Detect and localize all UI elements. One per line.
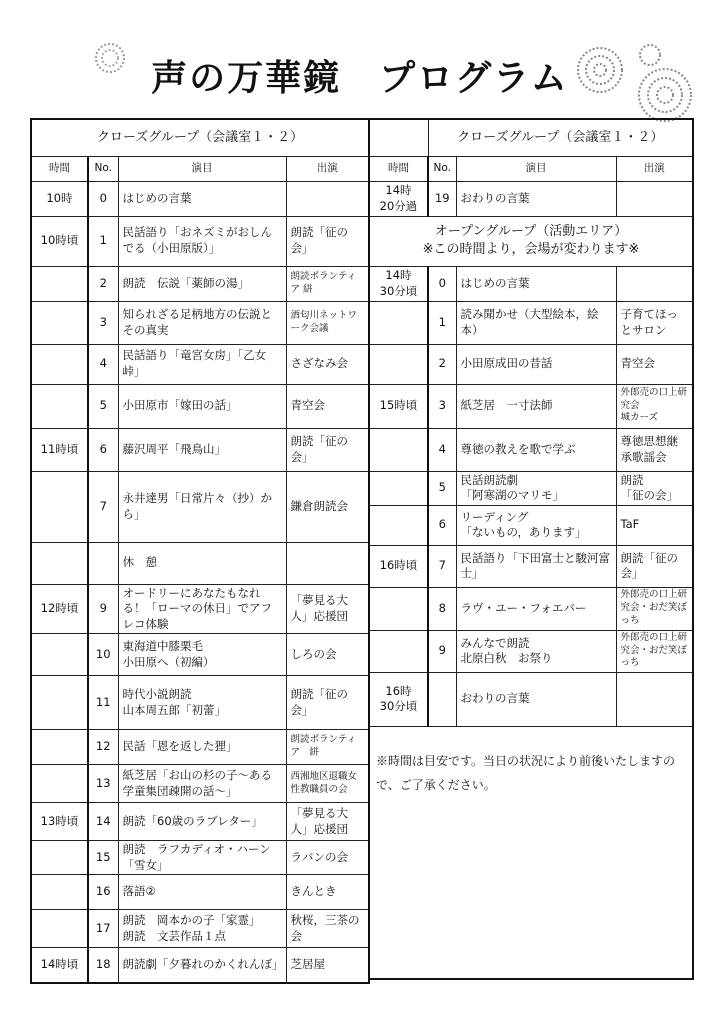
performer-cell: 外郎売の口上研究会・おだ笑ぼっち [616, 630, 693, 672]
time-cell [31, 875, 88, 910]
time-cell [31, 471, 88, 542]
performer-cell: しろの会 [286, 634, 369, 676]
time-cell: 10時頃 [31, 216, 88, 266]
no-cell: 0 [88, 181, 118, 216]
table-row [31, 910, 369, 948]
no-cell: 15 [88, 841, 118, 875]
time-cell: 16時 30分頃 [369, 672, 428, 726]
time-cell [31, 384, 88, 428]
group-title: クローズグループ（会議室１・２） [31, 119, 369, 156]
table-row [31, 730, 369, 765]
no-cell: 2 [88, 266, 118, 301]
group-title: クローズグループ（会議室１・２） [428, 119, 693, 156]
no-cell: 1 [428, 301, 456, 344]
program-cell: はじめの言葉 [456, 266, 616, 301]
table-row [31, 542, 369, 584]
time-cell [31, 841, 88, 875]
time-cell [369, 428, 428, 471]
program-cell: はじめの言葉 [118, 181, 286, 216]
table-row [31, 841, 369, 875]
program-cell: 朗読 ラフカディオ・ハーン「雪女」 [118, 841, 286, 875]
group-header-row [31, 119, 369, 156]
performer-cell: 「夢見る大人」応援団 [286, 803, 369, 841]
time-cell [31, 344, 88, 384]
no-cell: 14 [88, 803, 118, 841]
no-cell: 9 [428, 630, 456, 672]
no-cell: 6 [88, 428, 118, 471]
program-cell: 朗読「60歳のラブレター」 [118, 803, 286, 841]
table-row [31, 875, 369, 910]
performer-cell: 朗読「征の会」 [286, 676, 369, 730]
program-cell: 尊徳の教えを歌で学ぶ [456, 428, 616, 471]
table-row [369, 630, 693, 672]
program-cell: 小田原成田の昔話 [456, 344, 616, 384]
no-cell: 7 [428, 545, 456, 587]
performer-cell: 鎌倉朗読会 [286, 471, 369, 542]
table-row [369, 587, 693, 630]
program-cell: 朗読 伝説「薬師の湯」 [118, 266, 286, 301]
no-cell: 4 [88, 344, 118, 384]
table-row [31, 803, 369, 841]
table-row [369, 384, 693, 428]
performer-cell: 朗読「征の会」 [286, 428, 369, 471]
no-cell: 3 [88, 301, 118, 344]
no-cell: 9 [88, 584, 118, 634]
time-cell [31, 301, 88, 344]
no-cell: 5 [88, 384, 118, 428]
table-row [31, 344, 369, 384]
program-cell: ラヴ・ユー・フォエバー [456, 587, 616, 630]
performer-cell: 朗読 「征の会」 [616, 471, 693, 505]
time-cell [369, 630, 428, 672]
time-cell: 14時 30分頃 [369, 266, 428, 301]
table-row [31, 384, 369, 428]
time-cell [369, 471, 428, 505]
program-cell: 東海道中膝栗毛 小田原へ（初編） [118, 634, 286, 676]
time-cell: 12時頃 [31, 584, 88, 634]
table-row [31, 948, 369, 983]
no-cell [88, 542, 118, 584]
no-cell: 17 [88, 910, 118, 948]
program-cell: 時代小説朗読 山本周五郎「初蕾」 [118, 676, 286, 730]
no-cell: 2 [428, 344, 456, 384]
program-cell: リーディング 「ないもの，あります」 [456, 505, 616, 545]
program-cell: みんなで朗読 北原白秋 お祭り [456, 630, 616, 672]
table-row [31, 634, 369, 676]
no-cell: 0 [428, 266, 456, 301]
program-cell: 紙芝居 一寸法師 [456, 384, 616, 428]
column-header-program: 演目 [456, 156, 616, 181]
performer-cell: 芝居屋 [286, 948, 369, 983]
no-cell: 18 [88, 948, 118, 983]
table-row [31, 471, 369, 542]
right-schedule-table [368, 118, 694, 980]
performer-cell: 「夢見る大人」応援団 [286, 584, 369, 634]
schedule-note: ※時間は目安です。当日の状況により前後いたしますので、ご了承ください。 [369, 726, 693, 979]
group-header-row [369, 119, 693, 156]
column-header-no: No. [428, 156, 456, 181]
program-cell: 民話語り「おネズミがおしんでる（小田原版）」 [118, 216, 286, 266]
note-row [369, 726, 693, 979]
performer-cell: 外郎売の口上研究会 城カーズ [616, 384, 693, 428]
no-cell: 4 [428, 428, 456, 471]
performer-cell: 朗読ボランティア 絣 [286, 730, 369, 765]
no-cell: 5 [428, 471, 456, 505]
table-row [369, 428, 693, 471]
page-title: 声の万華鏡 プログラム [151, 58, 569, 99]
time-cell [31, 676, 88, 730]
no-cell: 6 [428, 505, 456, 545]
no-cell: 8 [428, 587, 456, 630]
program-cell: おわりの言葉 [456, 672, 616, 726]
program-cell: 小田原市「嫁田の話」 [118, 384, 286, 428]
table-row [369, 672, 693, 726]
table-row [369, 266, 693, 301]
program-cell: 休 憩 [118, 542, 286, 584]
time-cell [369, 301, 428, 344]
no-cell: 11 [88, 676, 118, 730]
performer-cell: 朗読「征の会」 [286, 216, 369, 266]
program-cell: 永井達男「日常片々（抄）から」 [118, 471, 286, 542]
table-row [31, 765, 369, 803]
table-row [369, 181, 693, 216]
left-schedule-table [30, 118, 370, 984]
performer-cell: 西湘地区退職女性教職員の会 [286, 765, 369, 803]
time-cell [369, 505, 428, 545]
column-header-performer: 出演 [616, 156, 693, 181]
performer-cell: 酒匂川ネットワーク会議 [286, 301, 369, 344]
program-cell: 知られざる足柄地方の伝説とその真実 [118, 301, 286, 344]
program-cell: 読み聞かせ（大型絵本，絵本） [456, 301, 616, 344]
table-row [31, 584, 369, 634]
open-group-title: オープングループ（活動エリア） ※この時間より，会場が変わります※ [369, 216, 693, 266]
time-cell: 10時 [31, 181, 88, 216]
table-row [369, 301, 693, 344]
column-header-row [369, 156, 693, 181]
no-cell: 1 [88, 216, 118, 266]
table-row [369, 545, 693, 587]
column-header-no: No. [88, 156, 118, 181]
time-cell: 11時頃 [31, 428, 88, 471]
table-row [369, 505, 693, 545]
empty-cell [369, 119, 428, 156]
program-cell: 落語② [118, 875, 286, 910]
column-header-row [31, 156, 369, 181]
no-cell: 7 [88, 471, 118, 542]
no-cell: 10 [88, 634, 118, 676]
time-cell: 13時頃 [31, 803, 88, 841]
performer-cell: TaF [616, 505, 693, 545]
no-cell: 12 [88, 730, 118, 765]
program-cell: 民話朗読劇 「阿寒湖のマリモ」 [456, 471, 616, 505]
table-row [31, 301, 369, 344]
program-cell: 朗読 岡本かの子「家霊」 朗読 文芸作品１点 [118, 910, 286, 948]
column-header-time: 時間 [31, 156, 88, 181]
table-row [31, 181, 369, 216]
column-header-time: 時間 [369, 156, 428, 181]
time-cell [31, 910, 88, 948]
program-cell: 紙芝居「お山の杉の子～ある学童集団疎開の話～」 [118, 765, 286, 803]
performer-cell: さざなみ会 [286, 344, 369, 384]
time-cell: 16時頃 [369, 545, 428, 587]
performer-cell: きんとき [286, 875, 369, 910]
performer-cell: 朗読ボランティア 絣 [286, 266, 369, 301]
table-row [31, 266, 369, 301]
no-cell: 3 [428, 384, 456, 428]
time-cell [369, 344, 428, 384]
no-cell: 19 [428, 181, 456, 216]
performer-cell: 青空会 [286, 384, 369, 428]
performer-cell: ラバンの会 [286, 841, 369, 875]
performer-cell [616, 672, 693, 726]
performer-cell: 朗読「征の会」 [616, 545, 693, 587]
time-cell [369, 587, 428, 630]
performer-cell [616, 181, 693, 216]
performer-cell: 外郎売の口上研究会・おだ笑ぼっち [616, 587, 693, 630]
performer-cell [286, 542, 369, 584]
time-cell: 14時 20分過 [369, 181, 428, 216]
column-header-program: 演目 [118, 156, 286, 181]
time-cell [31, 634, 88, 676]
time-cell [31, 730, 88, 765]
no-cell: 16 [88, 875, 118, 910]
program-cell: オードリーにあなたもなれる！「ローマの休日」でアフレコ体験 [118, 584, 286, 634]
performer-cell: 尊徳思想継承歌謡会 [616, 428, 693, 471]
performer-cell: 子育てほっとサロン [616, 301, 693, 344]
program-cell: おわりの言葉 [456, 181, 616, 216]
time-cell [31, 765, 88, 803]
performer-cell [286, 181, 369, 216]
no-cell [428, 672, 456, 726]
table-row [31, 216, 369, 266]
program-cell: 朗読劇「夕暮れのかくれんぼ」 [118, 948, 286, 983]
open-group-header-row [369, 216, 693, 266]
table-row [31, 676, 369, 730]
time-cell [31, 542, 88, 584]
no-cell: 13 [88, 765, 118, 803]
table-row [31, 428, 369, 471]
program-cell: 藤沢周平「飛鳥山」 [118, 428, 286, 471]
performer-cell: 秋桜，三茶の会 [286, 910, 369, 948]
program-cell: 民話語り「竜宮女房」「乙女峠」 [118, 344, 286, 384]
performer-cell: 青空会 [616, 344, 693, 384]
program-cell: 民話「恩を返した狸」 [118, 730, 286, 765]
column-header-performer: 出演 [286, 156, 369, 181]
time-cell: 15時頃 [369, 384, 428, 428]
time-cell [31, 266, 88, 301]
table-row [369, 471, 693, 505]
table-row [369, 344, 693, 384]
program-cell: 民話語り「下田富士と駿河富士」 [456, 545, 616, 587]
performer-cell [616, 266, 693, 301]
time-cell: 14時頃 [31, 948, 88, 983]
